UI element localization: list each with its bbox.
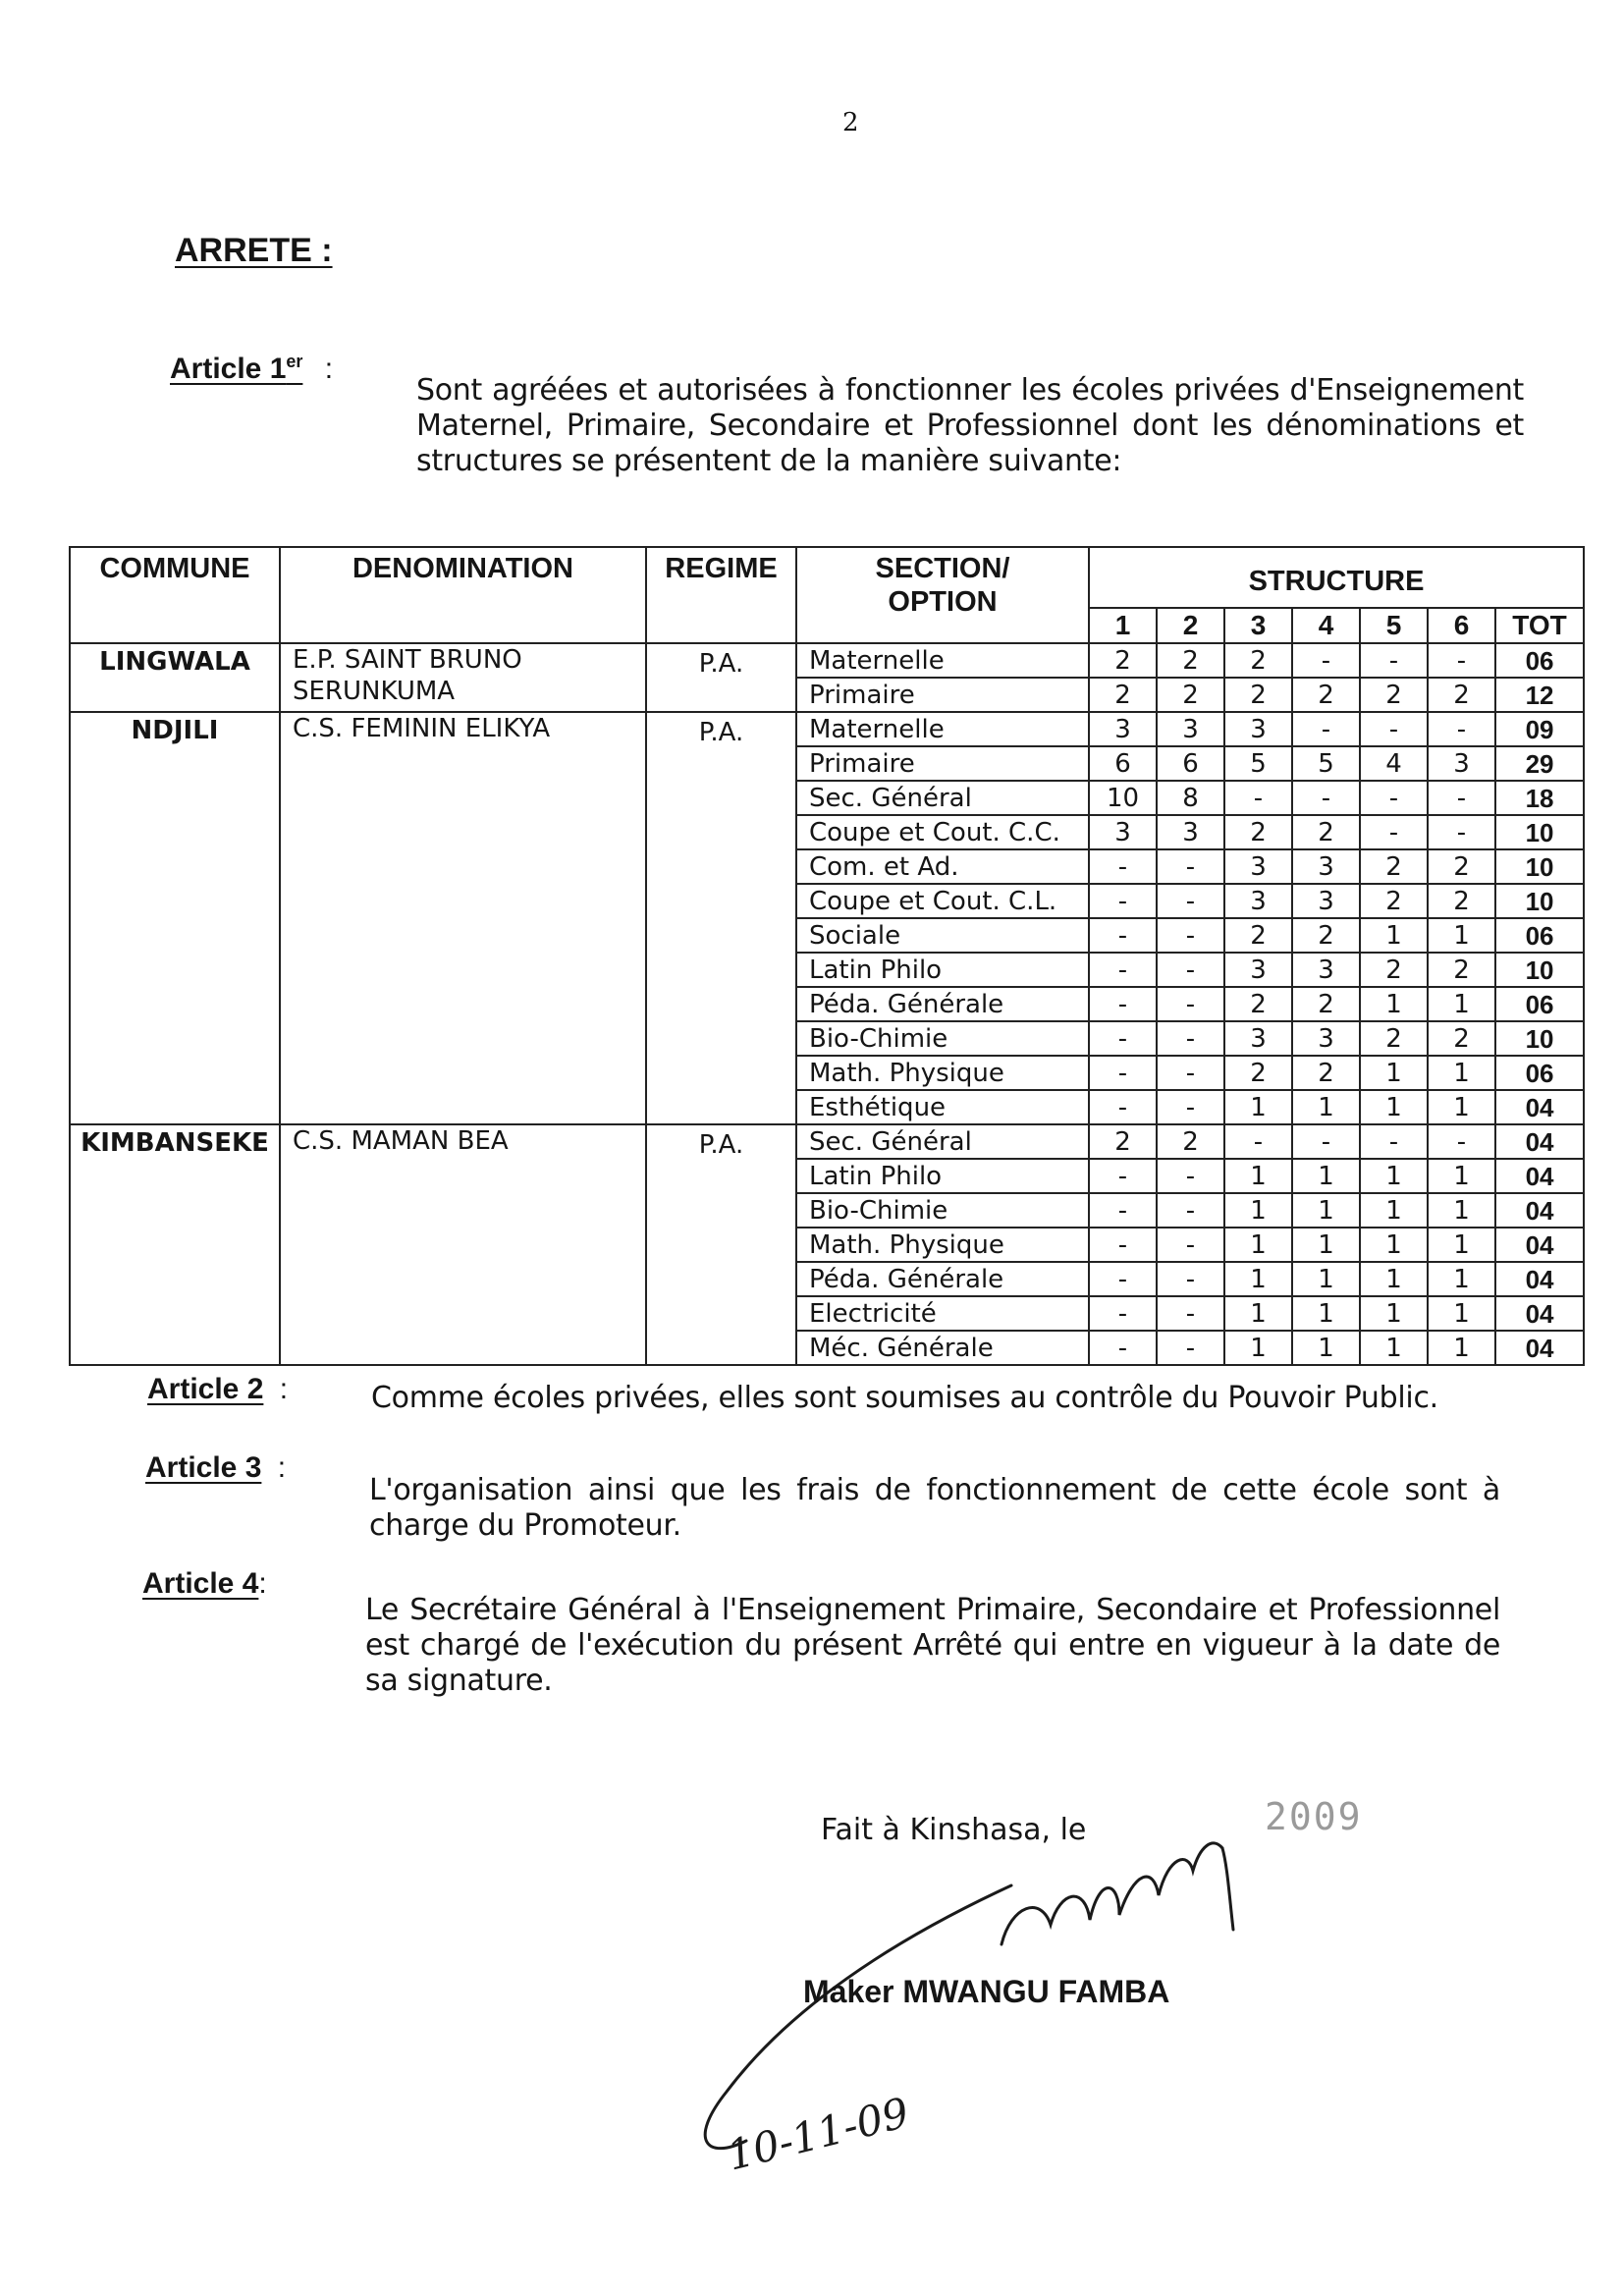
level-6-cell: 1 [1428,1159,1495,1193]
level-3-cell: 2 [1224,678,1292,712]
level-1-cell: 2 [1089,643,1157,678]
level-2-cell: - [1157,1331,1224,1365]
level-6-cell: 1 [1428,1296,1495,1331]
level-3-cell: 1 [1224,1331,1292,1365]
level-2-cell: - [1157,1021,1224,1056]
level-6-cell: 1 [1428,1228,1495,1262]
total-cell: 29 [1495,746,1584,781]
level-6-cell: 1 [1428,1056,1495,1090]
header-commune: COMMUNE [70,547,280,643]
date-stamp: 2009 [1265,1795,1363,1838]
level-1-cell: 10 [1089,781,1157,815]
level-3-cell: 1 [1224,1193,1292,1228]
level-1-cell: - [1089,884,1157,918]
total-cell: 10 [1495,953,1584,987]
level-5-cell: 1 [1360,1331,1428,1365]
section-cell: Maternelle [796,712,1089,746]
section-cell: Electricité [796,1296,1089,1331]
article-3-title: Article 3 [145,1451,262,1484]
section-cell: Coupe et Cout. C.L. [796,884,1089,918]
level-1-cell: 2 [1089,678,1157,712]
header-total: TOT [1495,608,1584,643]
total-cell: 06 [1495,1056,1584,1090]
level-5-cell: 2 [1360,1021,1428,1056]
level-5-cell: 1 [1360,1056,1428,1090]
level-5-cell: - [1360,815,1428,849]
level-1-cell: - [1089,1262,1157,1296]
level-1-cell: - [1089,1193,1157,1228]
header-level-5: 5 [1360,608,1428,643]
header-regime: REGIME [646,547,796,643]
level-6-cell: 1 [1428,1262,1495,1296]
section-cell: Sec. Général [796,781,1089,815]
level-3-cell: 1 [1224,1159,1292,1193]
level-3-cell: 3 [1224,953,1292,987]
level-6-cell: 1 [1428,1193,1495,1228]
level-6-cell: - [1428,815,1495,849]
level-2-cell: - [1157,1262,1224,1296]
level-6-cell: - [1428,643,1495,678]
level-4-cell: 1 [1292,1228,1360,1262]
article-1-superscript: er [286,352,303,371]
header-level-1: 1 [1089,608,1157,643]
level-4-cell: 1 [1292,1331,1360,1365]
level-2-cell: - [1157,1193,1224,1228]
level-5-cell: 4 [1360,746,1428,781]
level-2-cell: - [1157,1296,1224,1331]
handwritten-date: 10-11-09 [722,2088,914,2180]
level-2-cell: - [1157,884,1224,918]
level-1-cell: - [1089,953,1157,987]
level-5-cell: 1 [1360,987,1428,1021]
total-cell: 04 [1495,1159,1584,1193]
level-3-cell: 1 [1224,1296,1292,1331]
total-cell: 10 [1495,884,1584,918]
level-3-cell: 2 [1224,987,1292,1021]
regime-cell: P.A. [646,1124,796,1365]
level-1-cell: - [1089,1090,1157,1124]
total-cell: 04 [1495,1262,1584,1296]
section-cell: Esthétique [796,1090,1089,1124]
section-cell: Math. Physique [796,1228,1089,1262]
level-1-cell: - [1089,1331,1157,1365]
header-level-3: 3 [1224,608,1292,643]
level-6-cell: 2 [1428,849,1495,884]
level-5-cell: 2 [1360,953,1428,987]
total-cell: 04 [1495,1124,1584,1159]
denomination-cell: C.S. FEMININ ELIKYA [280,712,646,1124]
level-6-cell: 2 [1428,884,1495,918]
level-5-cell: 1 [1360,1159,1428,1193]
section-cell: Com. et Ad. [796,849,1089,884]
level-3-cell: 2 [1224,918,1292,953]
signature-stroke-tail [1222,1848,1233,1930]
level-1-cell: 3 [1089,815,1157,849]
level-3-cell: 3 [1224,884,1292,918]
level-4-cell: 1 [1292,1090,1360,1124]
commune-cell: KIMBANSEKE [70,1124,280,1365]
level-3-cell: 2 [1224,1056,1292,1090]
section-cell: Bio-Chimie [796,1021,1089,1056]
level-4-cell: - [1292,643,1360,678]
section-cell: Primaire [796,746,1089,781]
level-5-cell: 2 [1360,884,1428,918]
section-cell: Bio-Chimie [796,1193,1089,1228]
total-cell: 06 [1495,643,1584,678]
level-2-cell: 2 [1157,643,1224,678]
level-4-cell: 2 [1292,815,1360,849]
article-4-separator: : [258,1567,267,1600]
level-6-cell: - [1428,1124,1495,1159]
article-1-title: Article 1 [170,353,287,385]
total-cell: 10 [1495,849,1584,884]
total-cell: 04 [1495,1296,1584,1331]
level-6-cell: 1 [1428,1331,1495,1365]
level-4-cell: 3 [1292,849,1360,884]
level-6-cell: - [1428,781,1495,815]
section-cell: Latin Philo [796,1159,1089,1193]
level-1-cell: 6 [1089,746,1157,781]
total-cell: 04 [1495,1331,1584,1365]
level-1-cell: 3 [1089,712,1157,746]
level-1-cell: - [1089,849,1157,884]
section-cell: Math. Physique [796,1056,1089,1090]
level-2-cell: - [1157,987,1224,1021]
header-denomination: DENOMINATION [280,547,646,643]
level-2-cell: - [1157,849,1224,884]
article-2-title: Article 2 [147,1373,264,1405]
header-level-2: 2 [1157,608,1224,643]
header-section-option: SECTION/ OPTION [796,547,1089,643]
level-1-cell: 2 [1089,1124,1157,1159]
level-5-cell: 1 [1360,1090,1428,1124]
article-2-text: Comme écoles privées, elles sont soumises au contrôle du Pouvoir Public. [371,1381,1438,1415]
commune-cell: NDJILI [70,712,280,1124]
level-4-cell: 1 [1292,1159,1360,1193]
denomination-cell: C.S. MAMAN BEA [280,1124,646,1365]
level-5-cell: 1 [1360,1262,1428,1296]
section-cell: Coupe et Cout. C.C. [796,815,1089,849]
level-5-cell: 1 [1360,1193,1428,1228]
level-5-cell: 1 [1360,1228,1428,1262]
level-3-cell: 1 [1224,1228,1292,1262]
level-2-cell: 3 [1157,815,1224,849]
level-6-cell: 2 [1428,953,1495,987]
level-5-cell: - [1360,712,1428,746]
level-4-cell: 3 [1292,884,1360,918]
commune-cell: LINGWALA [70,643,280,712]
article-3-separator: : [269,1451,287,1484]
level-5-cell: 2 [1360,849,1428,884]
header-level-6: 6 [1428,608,1495,643]
place-of-signing: Fait à Kinshasa, le [821,1813,1087,1847]
article-1-separator: : [316,353,334,385]
section-cell: Méc. Générale [796,1331,1089,1365]
level-6-cell: 1 [1428,1090,1495,1124]
total-cell: 10 [1495,815,1584,849]
total-cell: 06 [1495,918,1584,953]
regime-cell: P.A. [646,712,796,1124]
level-5-cell: - [1360,781,1428,815]
total-cell: 10 [1495,1021,1584,1056]
level-2-cell: - [1157,1090,1224,1124]
article-4-text: Le Secrétaire Général à l'Enseignement Primaire, Secondaire et Professionnel est chargé de l'exécution du présent Arrêté qui entre en vigueur à la date de sa signature. [365,1593,1500,1698]
level-1-cell: - [1089,1296,1157,1331]
level-6-cell: 1 [1428,987,1495,1021]
section-cell: Péda. Générale [796,1262,1089,1296]
level-1-cell: - [1089,1021,1157,1056]
level-3-cell: 1 [1224,1090,1292,1124]
page-heading: ARRETE : [175,232,333,269]
level-2-cell: - [1157,1056,1224,1090]
section-cell: Péda. Générale [796,987,1089,1021]
level-4-cell: 3 [1292,1021,1360,1056]
level-4-cell: 3 [1292,953,1360,987]
total-cell: 09 [1495,712,1584,746]
level-5-cell: - [1360,643,1428,678]
level-3-cell: 2 [1224,643,1292,678]
level-4-cell: 2 [1292,678,1360,712]
level-2-cell: - [1157,953,1224,987]
section-cell: Maternelle [796,643,1089,678]
section-cell: Latin Philo [796,953,1089,987]
level-2-cell: - [1157,1159,1224,1193]
level-2-cell: 8 [1157,781,1224,815]
level-3-cell: 5 [1224,746,1292,781]
section-cell: Sec. Général [796,1124,1089,1159]
level-6-cell: 2 [1428,678,1495,712]
level-1-cell: - [1089,1056,1157,1090]
level-4-cell: 1 [1292,1193,1360,1228]
level-5-cell: 2 [1360,678,1428,712]
header-structure: STRUCTURE [1089,547,1584,608]
level-3-cell: - [1224,1124,1292,1159]
level-4-cell: - [1292,781,1360,815]
level-2-cell: 6 [1157,746,1224,781]
level-4-cell: - [1292,1124,1360,1159]
level-3-cell: 1 [1224,1262,1292,1296]
total-cell: 18 [1495,781,1584,815]
level-1-cell: - [1089,1228,1157,1262]
level-4-cell: 5 [1292,746,1360,781]
level-2-cell: 2 [1157,1124,1224,1159]
level-2-cell: 2 [1157,678,1224,712]
header-level-4: 4 [1292,608,1360,643]
level-4-cell: 1 [1292,1262,1360,1296]
level-4-cell: 2 [1292,918,1360,953]
article-2-separator: : [271,1373,289,1405]
signatory-name: Maker MWANGU FAMBA [803,1974,1170,2009]
level-2-cell: - [1157,918,1224,953]
level-3-cell: 2 [1224,815,1292,849]
total-cell: 06 [1495,987,1584,1021]
level-4-cell: 2 [1292,987,1360,1021]
total-cell: 04 [1495,1228,1584,1262]
level-5-cell: - [1360,1124,1428,1159]
level-1-cell: - [1089,1159,1157,1193]
total-cell: 04 [1495,1090,1584,1124]
level-6-cell: - [1428,712,1495,746]
level-4-cell: 1 [1292,1296,1360,1331]
article-1-text: Sont agréées et autorisées à fonctionner les écoles privées d'Enseignement Maternel, Primaire, Secondaire et Professionnel dont les dénominations et structures se présentent de la manière suivante: [416,373,1524,478]
regime-cell: P.A. [646,643,796,712]
level-3-cell: 3 [1224,712,1292,746]
level-6-cell: 1 [1428,918,1495,953]
level-5-cell: 1 [1360,1296,1428,1331]
page-number: 2 [842,108,859,137]
level-2-cell: 3 [1157,712,1224,746]
signature-stroke-main [1001,1843,1222,1944]
total-cell: 12 [1495,678,1584,712]
level-1-cell: - [1089,987,1157,1021]
level-4-cell: - [1292,712,1360,746]
level-2-cell: - [1157,1228,1224,1262]
level-5-cell: 1 [1360,918,1428,953]
denomination-cell: E.P. SAINT BRUNO SERUNKUMA [280,643,646,712]
level-6-cell: 2 [1428,1021,1495,1056]
section-cell: Sociale [796,918,1089,953]
section-cell: Primaire [796,678,1089,712]
article-4-title: Article 4 [142,1567,259,1600]
total-cell: 04 [1495,1193,1584,1228]
level-1-cell: - [1089,918,1157,953]
level-3-cell: - [1224,781,1292,815]
article-3-text: L'organisation ainsi que les frais de fonctionnement de cette école sont à charge du Promoteur. [369,1473,1500,1543]
level-3-cell: 3 [1224,849,1292,884]
level-6-cell: 3 [1428,746,1495,781]
level-3-cell: 3 [1224,1021,1292,1056]
level-4-cell: 2 [1292,1056,1360,1090]
